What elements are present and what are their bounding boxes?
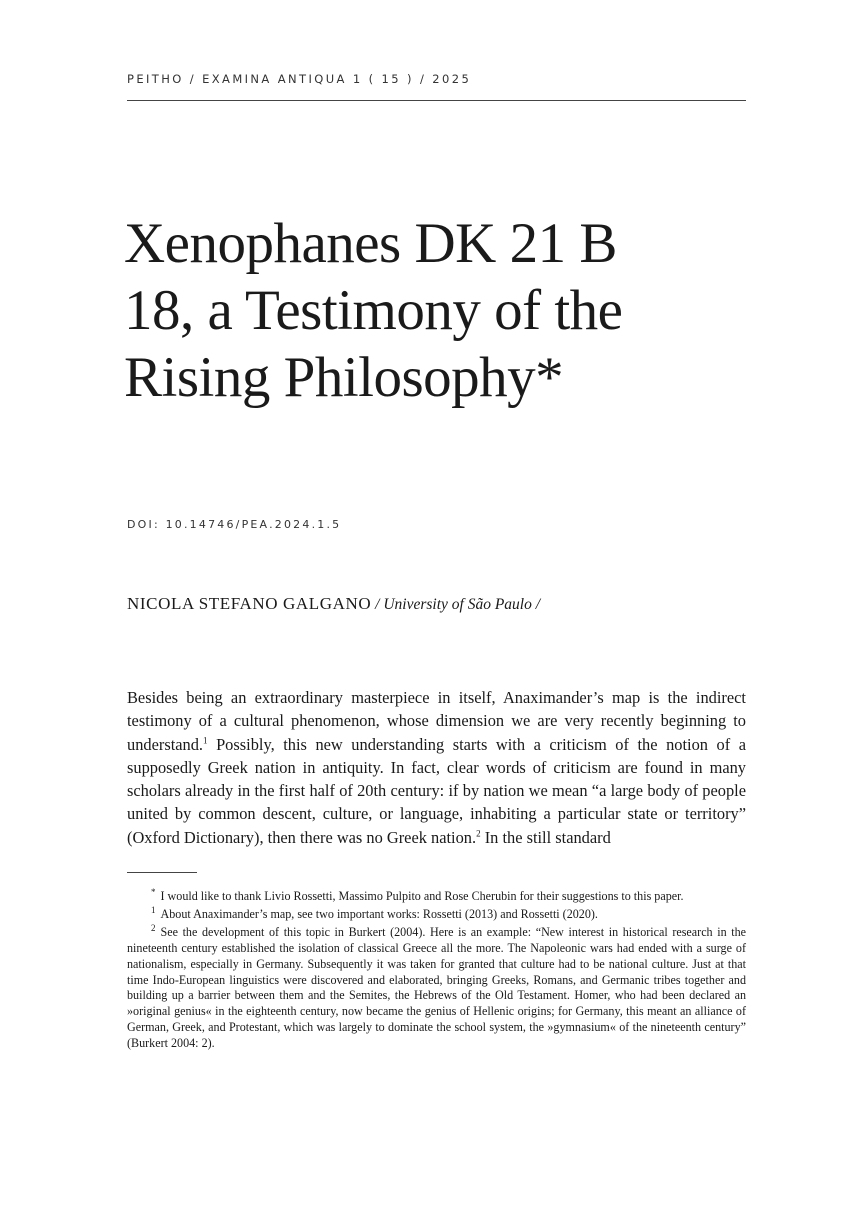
body-paragraph: [127, 686, 746, 849]
footnote-mark: *: [151, 886, 156, 897]
title-line-2: 18, a Testimony of the: [124, 279, 623, 342]
title-line-1: Xenophanes DK 21 B: [124, 212, 617, 275]
footnote-ref-1[interactable]: 1: [203, 735, 208, 746]
footnote-text: I would like to thank Livio Rossetti, Massimo Pulpito and Rose Cherubin for their suggestions to this paper.: [160, 889, 684, 903]
author-line: [127, 594, 540, 614]
header-divider: [127, 100, 746, 101]
footnote-text: About Anaximander’s map, see two important works: Rossetti (2013) and Rossetti (2020).: [160, 906, 598, 921]
affiliation-prefix: /: [371, 596, 384, 613]
footnote: [127, 922, 746, 1052]
footnotes: [127, 886, 746, 1054]
body-text-part-3: In the still standard: [480, 827, 611, 847]
running-head: PEITHO / EXAMINA ANTIQUA 1 ( 15 ) / 2025: [127, 72, 472, 86]
footnote-mark: 1: [151, 904, 156, 915]
body-text-part-2: Possibly, this new understanding starts with a criticism of the notion of a supposedly Greek nation in antiquity. In fact, clear words of criticism are found in many scholars already in the first half of 20th century: if by nation we mean “a large body of people united by common descent, culture, or language, inhabiting a particular state or territory” (Oxford Dictionary), then there was no Greek nation.: [127, 734, 746, 847]
footnote-ref-2[interactable]: 2: [476, 828, 481, 839]
footnote: [127, 886, 746, 905]
affiliation-suffix: /: [531, 596, 541, 613]
footnote-text: See the development of this topic in Burkert (2004). Here is an example: “New interest in historical research in the nineteenth century established the isolation of classical Greece all the more. The Napoleonic wars had ended with a surge of nationalism, especially in Germany. Subsequently it was taken for granted that culture had to be national culture. Just at that time Indo-European linguistics were discovered and elaborated, bringing Greeks, Romans, and Germanic tribes together and building up a barrier between them and the Semites, the Hebrews of the Old Testament. Homer, who had been declared an »original genius« in the eighteenth century, now became the genius of Hellenic origins; for Germany, this meant an alliance of German, Greek, and Protestant, which was largely to dominate the school system, the »gymnasium« of the nineteenth century” (Burkert 2004: 2).: [127, 924, 746, 1051]
doi[interactable]: DOI: 10.14746/PEA.2024.1.5: [127, 518, 342, 531]
title-line-3: Rising Philosophy*: [124, 346, 564, 409]
footnote-divider: [127, 872, 197, 873]
article-title: [124, 210, 764, 411]
footnote-mark: 2: [151, 922, 156, 933]
footnote: [127, 904, 746, 923]
affiliation: University of São Paulo: [383, 596, 532, 613]
author-name: NICOLA STEFANO GALGANO: [127, 594, 372, 613]
body-text-part-1: Besides being an extraordinary masterpiece in itself, Anaximander’s map is the indirect testimony of a cultural phenomenon, whose dimension we are very recently beginning to understand.: [127, 688, 746, 754]
